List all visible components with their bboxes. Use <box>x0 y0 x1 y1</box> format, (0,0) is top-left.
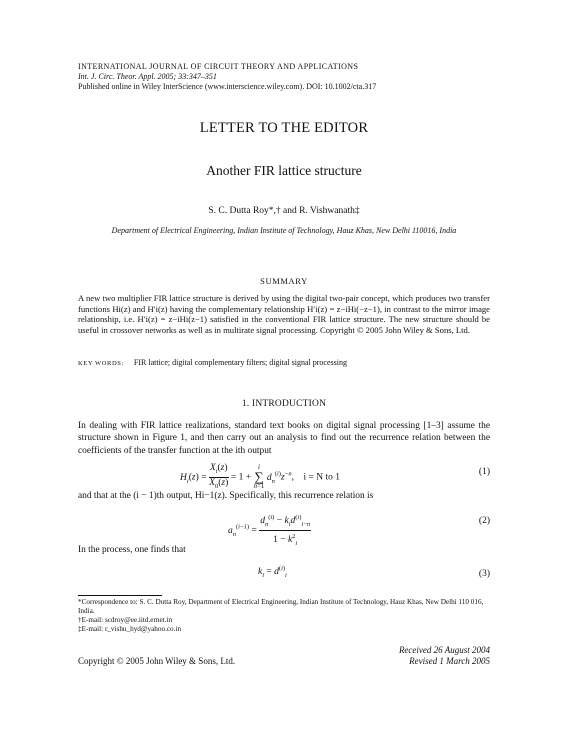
authors: S. C. Dutta Roy*,† and R. Vishwanath‡ <box>208 206 360 216</box>
keywords <box>78 358 490 367</box>
article-title: Another FIR lattice structure <box>206 163 362 178</box>
footnote-rule <box>78 595 162 596</box>
intro-paragraph: In dealing with FIR lattice realizations, standard text books on digital signal processing [1–3] assume the structure shown in Figure 1, and then carry out an analysis to find out the recurrence relation between the coefficients of the transfer function at the ith output <box>78 421 490 456</box>
received-date: Received 26 August 2004 <box>398 645 490 655</box>
footnote-email-1: †E-mail: scdroy@ee.iitd.ernet.in <box>78 616 173 624</box>
journal-name: INTERNATIONAL JOURNAL OF CIRCUIT THEORY AND APPLICATIONS <box>78 62 359 71</box>
equation-2-number: (2) <box>478 516 490 526</box>
equation-1-number: (1) <box>478 467 490 477</box>
equation-2 <box>78 512 490 548</box>
abstract: A new two multiplier FIR lattice structure is derived by using the digital two-pair concept, which produces two transfer functions Hi(z) and H′i(z) having the complementary relationship H′i(z) = z−iHi(−z−1), in contrast to the mirror image relationship, i.e. H′i(z) = z−iHi(z−1) satisfied in the conventional FIR lattice structure. The new structure should be useful in crossover networks as well as in multirate signal processing. Copyright © 2005 John Wiley & Sons, Ltd. <box>78 293 490 335</box>
article-type: LETTER TO THE EDITOR <box>199 120 369 136</box>
equation-1-body: $H_i(z)$ = $\frac{X_i(z)}{X_0(z)}$ = 1 + i ∑ n=1 $d_n^{(i)}z^{-n}$, i = N to 1 <box>180 463 340 491</box>
journal-header <box>78 62 376 92</box>
revised-date: Revised 1 March 2005 <box>409 656 490 666</box>
equation-1-condition: i = N to 1 <box>303 472 340 483</box>
keywords-label: KEY WORDS: <box>78 360 124 367</box>
affiliation: Department of Electrical Engineering, Indian Institute of Technology, Hauz Khas, New Delhi 110016, India <box>111 226 457 235</box>
keywords-text: FIR lattice; digital complementary filters; digital signal processing <box>133 358 347 367</box>
footnote-email-2: ‡E-mail: r_vishu_hyd@yahoo.co.in <box>78 625 182 633</box>
summary-heading: SUMMARY <box>260 276 308 286</box>
equation-1 <box>78 463 490 491</box>
copyright-notice: Copyright © 2005 John Wiley & Sons, Ltd. <box>78 656 236 666</box>
process-text: In the process, one finds that <box>78 545 186 555</box>
equation-2-body: $a_n^{(i-1)}$ = $\frac{d_n^{(i)} - k_id^{(i)}_{i-n}}{1 - k^2_i}$ <box>228 514 311 548</box>
published-online: Published online in Wiley InterScience (www.interscience.wiley.com). DOI: 10.1002/cta.317 <box>78 82 377 91</box>
footnote-correspondence: *Correspondence to: S. C. Dutta Roy, Department of Electrical Engineering, Indian Institute of Technology, Hauz Khas, New Delhi 110 016, India. <box>78 598 484 616</box>
equation-3-number: (3) <box>478 569 490 579</box>
between-text: and that at the (i − 1)th output, Hi−1(z). Specifically, this recurrence relation is <box>78 491 374 501</box>
received-dates <box>399 645 490 667</box>
journal-citation: Int. J. Circ. Theor. Appl. 2005; 33:347–351 <box>78 72 217 81</box>
section-heading: 1. INTRODUCTION <box>241 399 327 409</box>
equation-3-body: $k_i = d^{(i)}_i$ <box>258 565 287 580</box>
equation-3 <box>78 565 490 585</box>
